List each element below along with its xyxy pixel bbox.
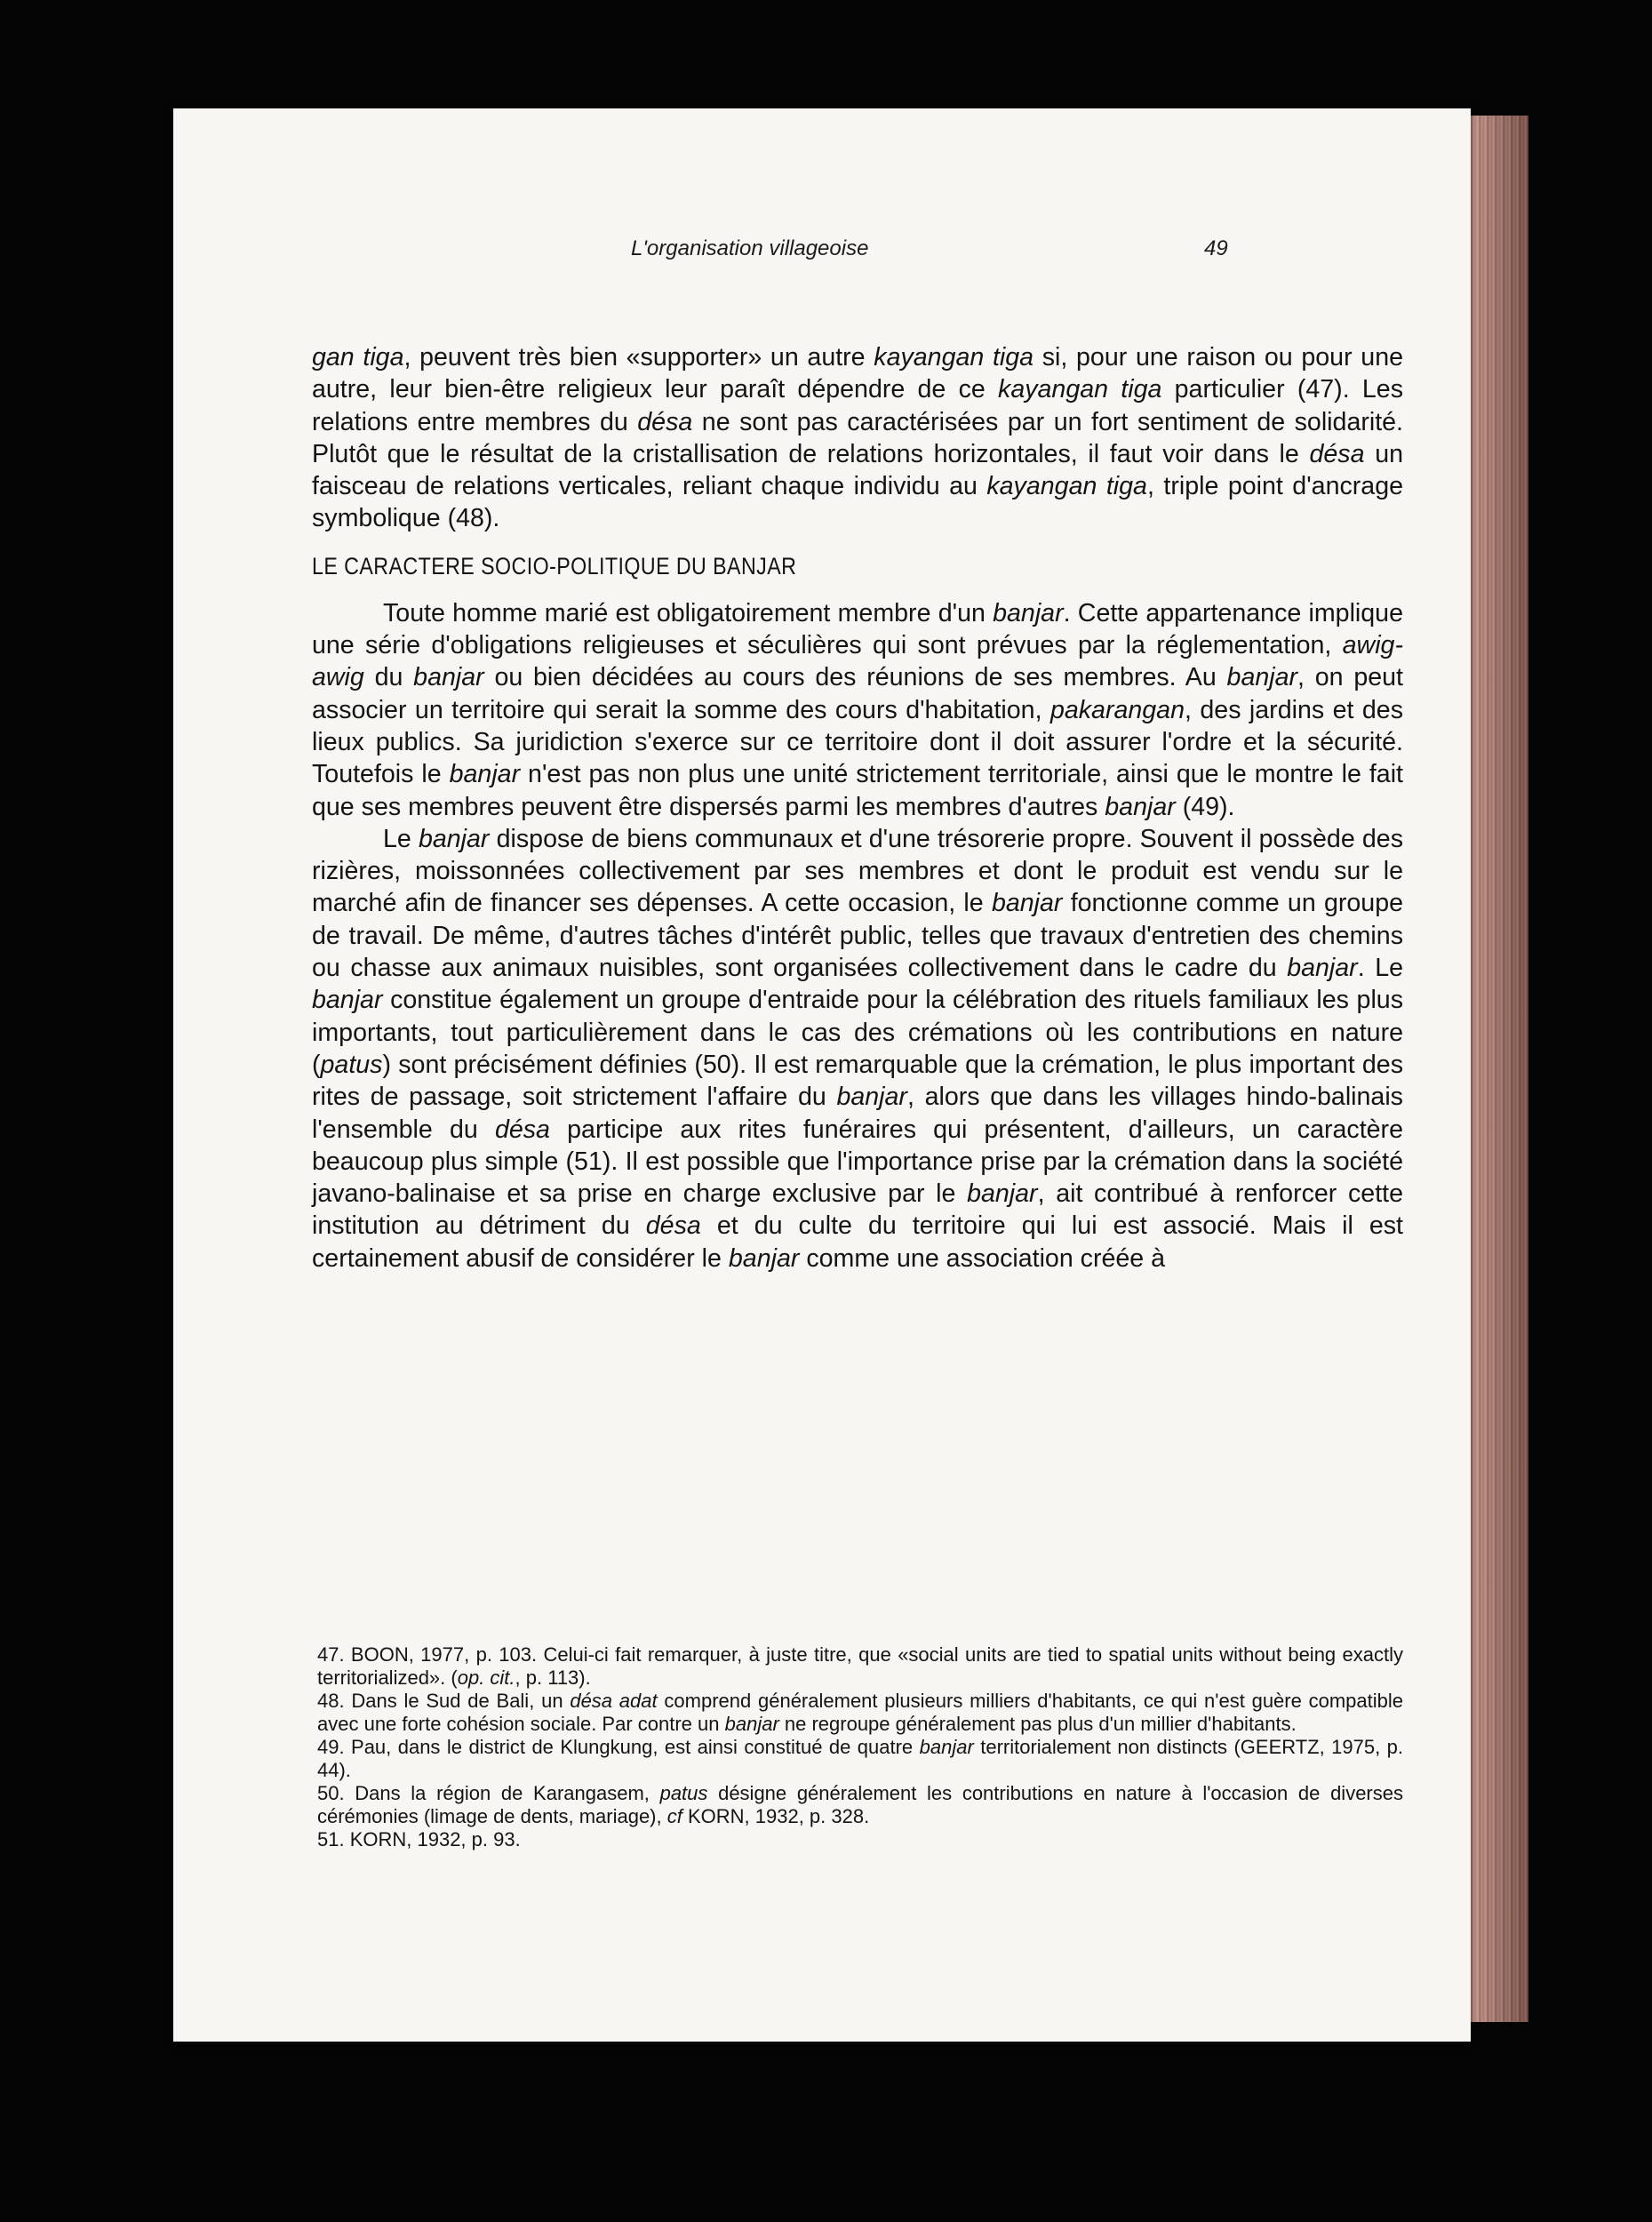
footnote: 48. Dans le Sud de Bali, un désa adat comprend généralement plusieurs milliers d'habitants, ce qui n'est guère compatible avec une forte cohésion sociale. Par contre un banjar ne regroupe généralement pas plus d'un millier d'habitants. — [317, 1690, 1404, 1735]
book-page — [173, 108, 1471, 2042]
paragraph: gan tiga, peuvent très bien «supporter» un autre kayangan tiga si, pour une raison ou pour une autre, leur bien-être religieux leur paraît dépendre de ce kayangan tiga particulier (47). Les relations entre membres du désa ne sont pas caractérisées par un fort sentiment de solidarité. Plutôt que le résultat de la cristallisation de relations horizontales, il faut voir dans le désa un faisceau de relations verticales, reliant chaque individu au kayangan tiga, triple point d'ancrage symbolique (48). — [312, 343, 1404, 533]
footnote: 49. Pau, dans le district de Klungkung, est ainsi constitué de quatre banjar territorialement non distincts (GEERTZ, 1975, p. 44). — [317, 1736, 1404, 1781]
paragraph: Toute homme marié est obligatoirement membre d'un banjar. Cette appartenance implique une série d'obligations religieuses et séculières qui sont prévues par la réglementation, awig-awig du banjar ou bien décidées au cours des réunions de ses membres. Au banjar, on peut associer un territoire qui serait la somme des cours d'habitation, pakarangan, des jardins et des lieux publics. Sa juridiction s'exerce sur ce territoire dont il doit assurer l'ordre et la sécurité. Toutefois le banjar n'est pas non plus une unité strictement territoriale, ainsi que le montre le fait que ses membres peuvent être dispersés parmi les membres d'autres banjar (49). — [312, 598, 1403, 821]
body-text — [312, 341, 1403, 1275]
intro-paragraphs — [312, 341, 1403, 535]
page-number: 49 — [1204, 236, 1228, 260]
section-heading: LE CARACTERE SOCIO-POLITIQUE DU BANJAR — [312, 552, 797, 579]
running-head-title: L'organisation villageoise — [631, 236, 869, 260]
section-paragraphs — [312, 597, 1403, 1275]
paragraph: Le banjar dispose de biens communaux et d'une trésorerie propre. Souvent il possède des rizières, moissonnées collectivement par ses membres et dont le produit est vendu sur le marché afin de financer ses dépenses. A cette occasion, le banjar fonctionne comme un groupe de travail. De même, d'autres tâches d'intérêt public, telles que travaux d'entretien des chemins ou chasse aux animaux nuisibles, sont organisées collectivement dans le cadre du banjar. Le banjar constitue également un groupe d'entraide pour la célébration des rituels familiaux les plus importants, tout particulièrement dans le cas des crémations où les contributions en nature (patus) sont précisément définies (50). Il est remarquable que la crémation, le plus important des rites de passage, soit strictement l'affaire du banjar, alors que dans les villages hindo-balinais l'ensemble du désa participe aux rites funéraires qui présentent, d'ailleurs, un caractère beaucoup plus simple (51). Il est possible que l'importance prise par la crémation dans la société javano-balinaise et sa prise en charge exclusive par le banjar, ait contribué à renforcer cette institution au détriment du désa et du culte du territoire qui lui est associé. Mais il est certainement abusif de considérer le banjar comme une association créée à — [312, 824, 1404, 1273]
footnote: 47. BOON, 1977, p. 103. Celui-ci fait remarquer, à juste titre, que «social units are tied to spatial units without being exactly territorialized». (op. cit., p. 113). — [317, 1643, 1403, 1689]
footnotes — [317, 1643, 1403, 1851]
footnote: 50. Dans la région de Karangasem, patus désigne généralement les contributions en nature à l'occasion de diverses cérémonies (limage de dents, mariage), cf KORN, 1932, p. 328. — [317, 1782, 1403, 1827]
footnote: 51. KORN, 1932, p. 93. — [317, 1828, 521, 1850]
